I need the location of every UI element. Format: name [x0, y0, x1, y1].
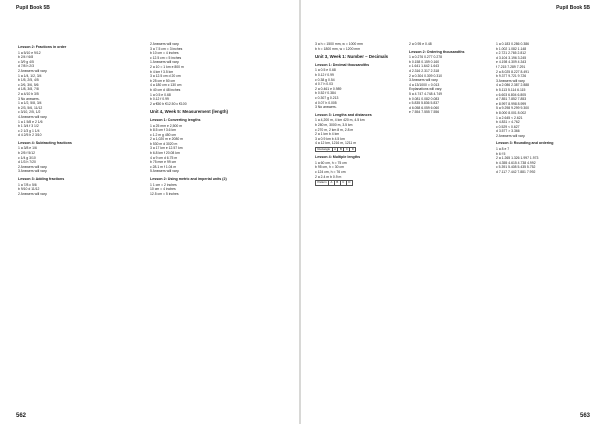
answer-line: c 0.38 g 0.54	[315, 77, 335, 82]
answer-line: b 280 m, 3000 m, 3.5 km	[315, 122, 353, 127]
answer-line: 2 Answers will vary.	[150, 42, 180, 46]
answers-column-1	[315, 42, 405, 186]
answer-line: d 4 2/5 h 2 3/10	[18, 133, 42, 138]
answer-line: b 6.8 km f 20.08 km	[150, 151, 180, 156]
answer-line: e 8.997 8.998 8.999	[496, 101, 527, 106]
answer-line: c 1/4 g 3/10	[18, 155, 36, 160]
answer-line: d 7/8 h 2/3	[18, 64, 35, 69]
lesson-heading: Lesson 2: Fractions in order	[18, 45, 67, 49]
answer-line: c 2 1/3 g 1 1/4	[18, 128, 40, 133]
answer-line: 4 a 2.086 2.387 2.888	[496, 83, 529, 88]
answer-line: 1 a 8 e 7	[496, 147, 510, 152]
answer-line: 2 Answers will vary.	[18, 164, 48, 169]
answer-line: c 2.721 2.765 2.812	[496, 51, 526, 56]
page-number-right: 563	[579, 413, 590, 419]
answer-line: d 0.7 h 0.03	[315, 82, 333, 87]
answer-line: c 5.835 5.836 5.837	[409, 101, 439, 106]
answer-line: c 5.391 5.408 5.435 5.752	[496, 165, 536, 170]
answer-line: 2 a 10 = 1 km e 800 m	[150, 64, 184, 69]
answer-line: b 40 cm d 48 inches	[150, 87, 181, 92]
table-cell: D	[348, 180, 351, 185]
lesson-heading: Lesson 1: Decimal thousandths	[315, 62, 370, 67]
answer-line: 3 Answers will vary.	[18, 169, 48, 174]
answer-line: d 1/3 h 7/20	[18, 160, 36, 165]
answer-line: c 1.2 m g 450 cm	[150, 132, 177, 137]
answer-line: b 10 cm = 4 inches	[150, 51, 179, 56]
table-cell: C	[342, 180, 345, 185]
table-cell: Rectangle	[317, 146, 331, 151]
table-cell: A	[330, 180, 333, 185]
answer-line: c 124 cm, h = 76 cm	[315, 170, 346, 175]
lesson-heading: Lesson 2: Ordering thousandths	[409, 49, 465, 54]
answer-line: 2 a 1.265 1.326 1.997 1.973	[496, 156, 539, 161]
answer-table	[315, 180, 353, 185]
answer-line: b 8.000 8.001 8.002	[496, 110, 527, 115]
answer-line: c 1.641 1.642 1.643	[409, 64, 439, 69]
answer-line: 1 a 1/2, 5/8, 3/4	[18, 101, 42, 106]
answer-line: d 2.316 2.317 2.318	[409, 68, 440, 73]
answer-line: 10 cm = 4 inches	[150, 187, 176, 192]
answer-line: c 12.5 cm = 5 inches	[150, 55, 182, 60]
answer-line: 1 a 0.183 0.286 0.386	[496, 42, 529, 46]
answer-line: 4 a 9 cm d 6.75 m	[150, 155, 178, 160]
left-page	[0, 0, 299, 424]
answer-line: b 2/5 f 5/12	[18, 151, 35, 156]
answer-line: 2 a 0.461 e 0.989	[315, 86, 342, 91]
lesson-heading: Lesson 1: Converting lengths	[150, 117, 201, 122]
answer-line: 2 a 1 km b 4 km	[315, 132, 340, 137]
answer-line: d 7.851 7.852 7.853	[496, 97, 527, 102]
answer-line: 2 a 0.304 0.309 0.310	[409, 73, 442, 78]
answer-line: 1 a 2.645 < 2.621	[496, 115, 523, 120]
answer-line: b 75 mm e 99 cm	[150, 160, 177, 165]
answer-line: b 25 cm e 50 cm	[150, 78, 176, 83]
page-number-left: 562	[16, 413, 27, 419]
answers-column-2	[409, 42, 489, 115]
answer-line: 1 a 1 5/8 e 2 1/6	[18, 119, 43, 124]
table-cell: B	[336, 180, 339, 185]
answer-line: 1 a 25 mm e 2,500 m	[150, 123, 183, 128]
table-cell: D	[351, 146, 354, 151]
answer-line: 3 Answers will vary.	[496, 78, 526, 83]
table-cell: C	[345, 146, 348, 151]
answer-table	[315, 147, 356, 152]
lesson-heading: Lesson 3: Rounding and ordering	[496, 141, 554, 146]
answer-line: 3 No answers.	[18, 96, 40, 101]
answer-line: b 0.081 0.082 0.083	[409, 96, 440, 101]
answer-line: b 0.12 f 0.99	[150, 97, 169, 102]
answer-line: b 2/4 f 6/8	[18, 55, 34, 60]
answer-line: 2 Answers will vary.	[18, 68, 48, 73]
answer-line: 5 a 9.298 9.299 9.300	[496, 106, 529, 111]
answer-line: c 6.603 6.804 6.805	[496, 92, 526, 97]
answer-line: 3 a h = 1500 mm, w = 1000 mm	[315, 42, 363, 46]
answer-line: b 9/10 d 11/12	[18, 187, 40, 192]
answer-line: c 3/9 g 4/5	[18, 59, 34, 64]
answer-line: b 9.377 9.721 9.726	[496, 74, 527, 79]
answer-line: b 2/3, 5/6, 11/12	[18, 105, 43, 110]
answer-line: 4 a 180 cm c 130 cm	[150, 83, 182, 88]
answer-line: 4 Answers will vary.	[18, 114, 48, 119]
answer-line: d 3.577 > 3.366	[496, 129, 520, 134]
answer-line: b 4 km f 3.5 km	[150, 69, 174, 74]
answer-line: 1 1 cm = 2 inches	[150, 182, 177, 187]
answer-line: b 1 3/4 f 3 1/2	[18, 124, 39, 129]
answer-line: 1 Answers will vary.	[150, 60, 180, 65]
answer-line: b 0.12 f 0.99	[315, 72, 334, 77]
answers-column-1	[18, 42, 138, 196]
page-header-left: Pupil Book 5B	[16, 5, 50, 11]
answer-line: b 95 cm, h = 30 cm	[315, 165, 344, 170]
unit-heading: Unit 3, Week 1: Number – Decimals	[315, 54, 389, 60]
answer-line: b 1.002 1.082 1.148	[496, 46, 527, 51]
answer-line: 2 Answers will vary.	[18, 191, 48, 196]
answer-line: 1 a 5/10 e 9/12	[18, 50, 41, 55]
table-cell: A	[334, 146, 336, 151]
answer-line: b 5.113 5.114 6.115	[496, 87, 526, 92]
table-cell: B	[339, 146, 342, 151]
answer-line: b 4.831 > 4.762	[496, 120, 520, 125]
lesson-heading: Lesson 2: Using metric and imperial units (2)	[150, 177, 227, 182]
answer-line: 3 Answers will vary.	[409, 78, 439, 83]
answer-line: 2 a 0.95 e 0.48	[409, 42, 432, 46]
unit-heading: Unit 4, Week 5: Measurement (length)	[150, 109, 228, 115]
answer-line: 5 a 4.747 4.748 4.749	[409, 91, 442, 96]
right-page	[301, 0, 600, 424]
answer-line: b 0.52 f 0.384	[315, 91, 336, 96]
answer-line: c 28.1 m f 1.04 m	[150, 164, 177, 169]
table-cell: Pattern	[317, 180, 327, 185]
answer-line: 12.5 cm = 5 inches	[150, 191, 179, 196]
answer-line: 1 a 3/8 e 1/6	[18, 146, 37, 151]
answer-line: 3 No answers.	[315, 105, 337, 110]
answer-line: 2 a €50 b €12.50 c €100	[150, 101, 187, 106]
answer-line: d 0.07 h 0.005	[315, 100, 337, 105]
answer-line: 2 a 8.025 8.227 8.491	[496, 69, 529, 74]
answer-line: c 3/10, 2/5, 1/2	[18, 110, 41, 115]
answer-line: d 7.117 7.442 7.881 7.992	[496, 170, 536, 175]
answer-line: e 7.554 7.555 7.556	[409, 110, 440, 115]
answer-line: 2 a 1,020 m e 2080 m	[150, 137, 183, 142]
answer-line: 1 a 4,200 m, 4 km 420 m, 4.5 km	[315, 118, 365, 123]
answer-line: c 0.307 g 0.213	[315, 95, 339, 100]
answer-line: b 0.158 0.159 0.160	[409, 59, 440, 64]
answer-line: 1 a 7/8 c 5/6	[18, 182, 37, 187]
answer-line: d 1/8, 3/8, 7/8	[18, 87, 39, 92]
answer-line: 2 a 2.4 m b 0.9 m	[315, 174, 342, 179]
answer-line: 4 a 13/1000 = 0.013	[409, 82, 440, 87]
answer-line: b 1/5, 2/5, 4/5	[18, 78, 39, 83]
answer-line: d 3.104 3.196 3.245	[496, 55, 527, 60]
lesson-heading: Lesson 3: Lengths and distances	[315, 112, 372, 117]
answer-line: b 8.5 cm f 3.6 km	[150, 128, 177, 133]
answer-line: 3 a 0.9 km b 4.5 km	[315, 136, 345, 141]
answer-line: 3 a 7.5 cm = 3 inches	[150, 46, 183, 51]
answer-line: b 530 m d 3020 m	[150, 141, 178, 146]
answer-line: 4 a 12 km, 1216 m, 1211 m	[315, 141, 357, 146]
answer-line: c 0.529 < 0.627	[496, 124, 520, 129]
answer-line: b 6 f 5	[496, 151, 506, 156]
page-header-right: Pupil Book 5B	[556, 5, 590, 11]
answer-line: f 7.215 7.289 7.291	[496, 64, 526, 69]
lesson-heading: Lesson 4: Subtracting fractions	[18, 140, 72, 145]
answer-line: 1 a 1/4, 1/2, 3/4	[18, 73, 42, 78]
answers-column-2	[150, 42, 290, 196]
answer-line: c 2/6, 3/6, 5/6	[18, 82, 39, 87]
answer-line: 1 a 0.276 0.277 0.278	[409, 55, 442, 60]
answer-line: b h = 1800 mm, w = 1200 mm	[315, 46, 361, 51]
answer-line: 1 a 0.5 e 0.68	[315, 68, 336, 73]
lesson-heading: Lesson 4: Multiple lengths	[315, 155, 361, 160]
lesson-heading: Lesson 3: Adding fractions	[18, 177, 65, 182]
answer-line: 1 a 60 cm, h = 75 cm	[315, 160, 347, 165]
answer-line: e 4.198 4.309 4.343	[496, 60, 527, 65]
answer-line: b 4.355 4.615 4.738 4.992	[496, 160, 536, 165]
answers-column-3	[496, 42, 596, 175]
answer-line: d 6.058 6.059 6.060	[409, 105, 440, 110]
answer-line: 3 a 17 km e 12.57 km	[150, 146, 183, 151]
answer-line: 5 Answers will vary.	[150, 169, 180, 174]
answer-line: 1 a 0.5 e 0.68	[150, 92, 171, 97]
answer-line: 2 a 4/10 b 3/5	[18, 91, 39, 96]
answer-line: Explanations will vary.	[409, 87, 443, 92]
answer-line: c 270 m, 2 km 8 m, 2.8 m	[315, 127, 354, 132]
answer-line: 3 a 12.5 cm d 20 cm	[150, 74, 181, 79]
answer-line: 2 Answers will vary.	[496, 133, 526, 138]
